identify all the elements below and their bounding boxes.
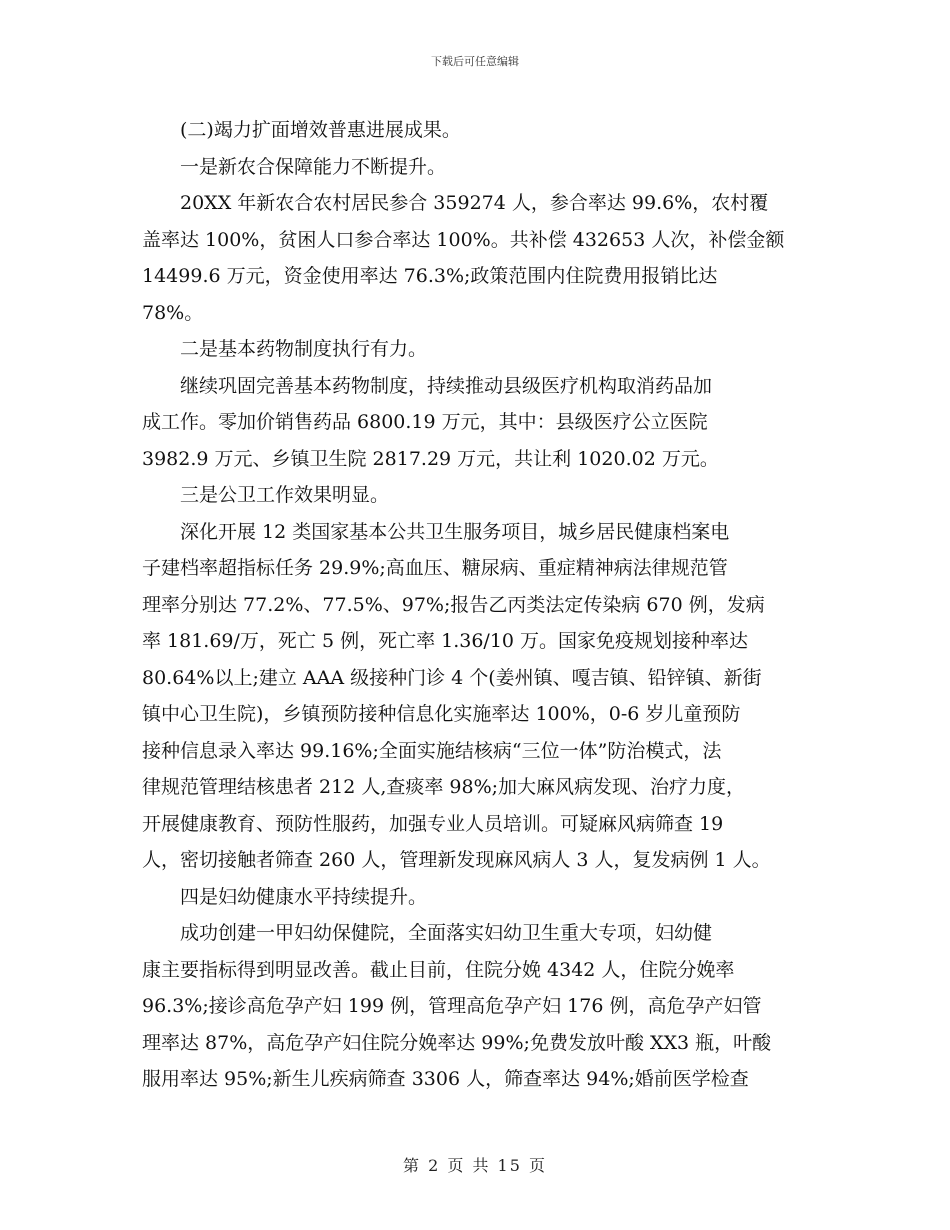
paragraph-line: 人，密切接触者筛查 260 人，管理新发现麻风病人 3 人，复发病例 1 人。	[142, 849, 771, 871]
paragraph-line: 78%。	[142, 301, 204, 324]
paragraph-line: 20XX 年新农合农村居民参合 359274 人，参合率达 99.6%，农村覆	[180, 192, 769, 214]
page-number-footer: 第 2 页 共 15 页	[403, 1156, 547, 1175]
paragraph-line: 理率达 87%，高危孕产妇住院分娩率达 99%;免费发放叶酸 XX3 瓶，叶酸	[142, 1031, 772, 1054]
paragraph-line: 律规范管理结核患者 212 人,查痰率 98%;加大麻风病发现、治疗力度，	[142, 776, 746, 798]
paragraph-line: 3982.9 万元、乡镇卫生院 2817.29 万元，共让利 1020.02 万元。	[142, 447, 719, 470]
paragraph-line: 深化开展 12 类国家基本公共卫生服务项目，城乡居民健康档案电	[180, 520, 730, 543]
paragraph-line: 三是公卫工作效果明显。	[180, 484, 390, 506]
paragraph-line: 理率分别达 77.2%、77.5%、97%;报告乙丙类法定传染病 670 例，发病	[142, 593, 765, 616]
paragraph-line: 二是基本药物制度执行有力。	[180, 338, 428, 360]
paragraph-line: 一是新农合保障能力不断提升。	[180, 155, 447, 178]
paragraph-line: 96.3%;接诊高危孕产妇 199 例，管理高危孕产妇 176 例，高危孕产妇管	[142, 995, 762, 1017]
document-body	[142, 112, 822, 1098]
page-header: 下载后可任意编辑	[431, 55, 519, 68]
paragraph-line: 四是妇幼健康水平持续提升。	[180, 885, 428, 908]
paragraph-line: 14499.6 万元，资金使用率达 76.3%;政策范围内住院费用报销比达	[142, 265, 718, 287]
paragraph-line: 服用率达 95%;新生儿疾病筛查 3306 人，筛查率达 94%;婚前医学检查	[142, 1068, 749, 1090]
paragraph-line: 接种信息录入率达 99.16%;全面实施结核病“三位一体”防治模式，法	[142, 739, 722, 762]
paragraph-line: 开展健康教育、预防性服药，加强专业人员培训。可疑麻风病筛查 19	[142, 812, 724, 835]
paragraph-line: 成功创建一甲妇幼保健院，全面落实妇幼卫生重大专项，妇幼健	[180, 922, 713, 944]
paragraph-line: 子建档率超指标任务 29.9%;高血压、糖尿病、重症精神病法律规范管	[142, 557, 728, 579]
paragraph-line: 盖率达 100%，贫困人口参合率达 100%。共补偿 432653 人次，补偿金额	[142, 228, 785, 251]
paragraph-line: 80.64%以上;建立 AAA 级接种门诊 4 个(姜州镇、嘎吉镇、铅锌镇、新街	[142, 666, 762, 689]
paragraph-line: (二)竭力扩面增效普惠进展成果。	[180, 119, 461, 141]
paragraph-line: 镇中心卫生院)，乡镇预防接种信息化实施率达 100%，0-6 岁儿童预防	[142, 703, 741, 725]
paragraph-line: 成工作。零加价销售药品 6800.19 万元，其中：县级医疗公立医院	[142, 411, 708, 433]
paragraph-line: 康主要指标得到明显改善。截止目前，住院分娩 4342 人，住院分娩率	[142, 958, 735, 981]
paragraph-line: 率 181.69/万，死亡 5 例，死亡率 1.36/10 万。国家免疫规划接种率达	[142, 630, 749, 652]
paragraph-line: 继续巩固完善基本药物制度，持续推动县级医疗机构取消药品加	[180, 374, 713, 397]
